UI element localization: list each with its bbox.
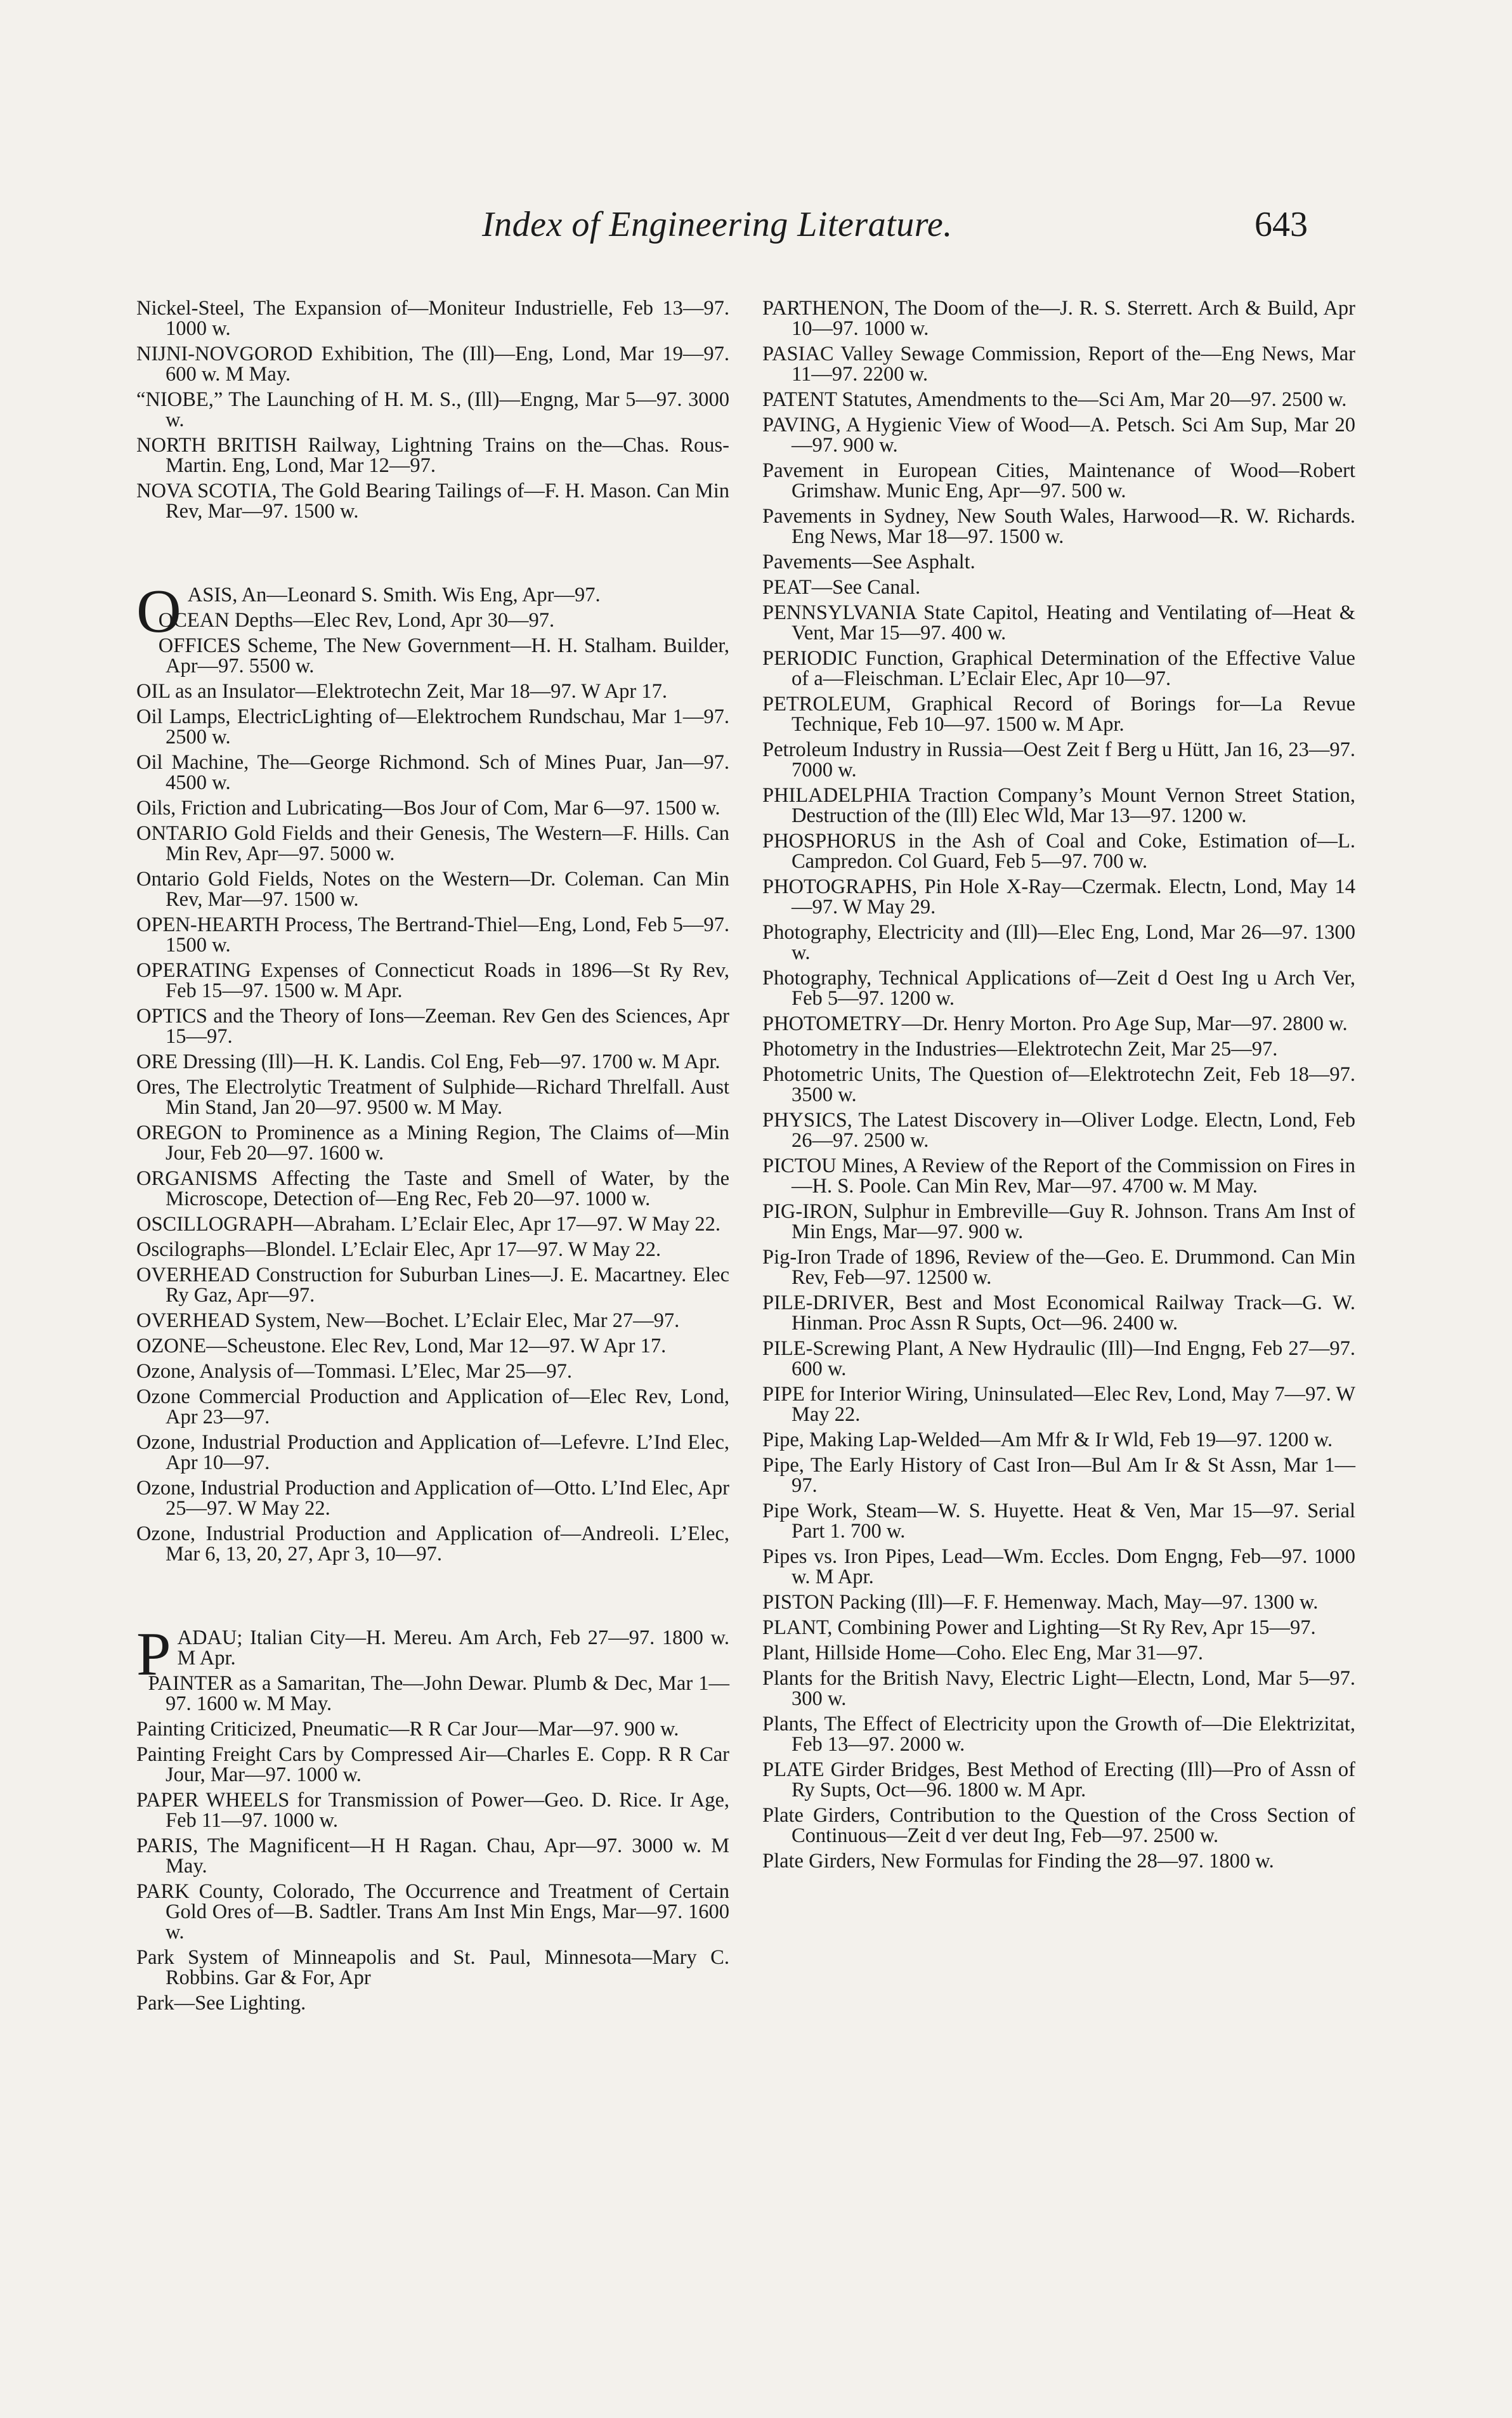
- index-entry: Photography, Electricity and (Ill)—Elec Eng, Lond, Mar 26—97. 1300 w.: [762, 921, 1355, 964]
- index-entry: NORTH BRITISH Railway, Lightning Trains on the—Chas. Rous-Martin. Eng, Lond, Mar 12—97.: [136, 434, 729, 477]
- index-entry: Ozone, Industrial Production and Application of—Otto. L’Ind Elec, Apr 25—97. W May 22.: [136, 1477, 729, 1520]
- index-entry: PILE-Screwing Plant, A New Hydraulic (Ill)—Ind Engng, Feb 27—97. 600 w.: [762, 1337, 1355, 1380]
- index-entry: Ozone, Analysis of—Tommasi. L’Elec, Mar 25—97.: [136, 1360, 573, 1383]
- index-entry: Oscilographs—Blondel. L’Eclair Elec, Apr 17—97. W May 22.: [136, 1238, 662, 1261]
- index-entry: Photometry in the Industries—Elektrotechn Zeit, Mar 25—97.: [762, 1038, 1278, 1061]
- index-entry: PAVING, A Hygienic View of Wood—A. Petsch. Sci Am Sup, Mar 20—97. 900 w.: [762, 414, 1355, 457]
- section-gap: [136, 526, 729, 585]
- index-entry: Painting Criticized, Pneumatic—R R Car Jour—Mar—97. 900 w.: [136, 1718, 679, 1741]
- index-entry: Photometric Units, The Question of—Elektrotechn Zeit, Feb 18—97. 3500 w.: [762, 1063, 1355, 1106]
- index-entry: PARIS, The Magnificent—H H Ragan. Chau, Apr—97. 3000 w. M May.: [136, 1834, 729, 1878]
- index-entry: Oil Machine, The—George Richmond. Sch of Mines Puar, Jan—97. 4500 w.: [136, 751, 729, 794]
- index-entry: PHYSICS, The Latest Discovery in—Oliver Lodge. Electn, Lond, Feb 26—97. 2500 w.: [762, 1109, 1355, 1152]
- index-entry: PILE-DRIVER, Best and Most Economical Railway Track—G. W. Hinman. Proc Assn R Supts, Oct—96. 2400 w.: [762, 1291, 1355, 1335]
- index-entry: PENNSYLVANIA State Capitol, Heating and Ventilating of—Heat & Vent, Mar 15—97. 400 w.: [762, 601, 1355, 644]
- index-entry: PARTHENON, The Doom of the—J. R. S. Sterrett. Arch & Build, Apr 10—97. 1000 w.: [762, 297, 1355, 340]
- index-entry: OFFICES Scheme, The New Government—H. H. Stalham. Builder, Apr—97. 5500 w.: [158, 634, 729, 677]
- index-entry: Plate Girders, Contribution to the Question of the Cross Section of Continuous—Zeit d ver deut Ing, Feb—97. 2500 w.: [762, 1804, 1355, 1847]
- index-entry: Painting Freight Cars by Compressed Air—Charles E. Copp. R R Car Jour, Mar—97. 1000 w.: [136, 1743, 729, 1786]
- index-entry: PEAT—See Canal.: [762, 576, 921, 599]
- index-entry: NOVA SCOTIA, The Gold Bearing Tailings of—F. H. Mason. Can Min Rev, Mar—97. 1500 w.: [136, 480, 729, 523]
- index-entry: Nickel-Steel, The Expansion of—Moniteur Industrielle, Feb 13—97. 1000 w.: [136, 297, 729, 340]
- index-entry: Pavements in Sydney, New South Wales, Harwood—R. W. Richards. Eng News, Mar 18—97. 1500 w.: [762, 505, 1355, 548]
- index-entry: ORGANISMS Affecting the Taste and Smell of Water, by the Microscope, Detection of—Eng Rec, Feb 20—97. 1000 w.: [136, 1167, 729, 1210]
- index-entry: Plants for the British Navy, Electric Light—Electn, Lond, Mar 5—97. 300 w.: [762, 1667, 1355, 1710]
- index-entry: Ozone, Industrial Production and Application of—Lefevre. L’Ind Elec, Apr 10—97.: [136, 1431, 729, 1474]
- index-entry: Plant, Hillside Home—Coho. Elec Eng, Mar 31—97.: [762, 1642, 1204, 1664]
- index-entry: PICTOU Mines, A Review of the Report of the Commission on Fires in—H. S. Poole. Can Min Rev, Mar—97. 4700 w. M May.: [762, 1154, 1355, 1198]
- index-entry: Pipe, The Early History of Cast Iron—Bul Am Ir & St Assn, Mar 1—97.: [762, 1454, 1355, 1497]
- index-entry: NIJNI-NOVGOROD Exhibition, The (Ill)—Eng, Lond, Mar 19—97. 600 w. M May.: [136, 343, 729, 386]
- index-entry: Oils, Friction and Lubricating—Bos Jour of Com, Mar 6—97. 1500 w.: [136, 797, 720, 820]
- index-entry: Pipe Work, Steam—W. S. Huyette. Heat & Ven, Mar 15—97. Serial Part 1. 700 w.: [762, 1500, 1355, 1543]
- index-entry: Pipes vs. Iron Pipes, Lead—Wm. Eccles. Dom Engng, Feb—97. 1000 w. M Apr.: [762, 1545, 1355, 1588]
- index-entry: PETROLEUM, Graphical Record of Borings for—La Revue Technique, Feb 10—97. 1500 w. M Apr.: [762, 693, 1355, 736]
- section-gap: [136, 1569, 729, 1628]
- index-entry: Ozone Commercial Production and Application of—Elec Rev, Lond, Apr 23—97.: [136, 1385, 729, 1428]
- index-entry: Ozone, Industrial Production and Application of—Andreoli. L’Elec, Mar 6, 13, 20, 27, Apr 3, 10—97.: [136, 1522, 729, 1565]
- index-entry: “NIOBE,” The Launching of H. M. S., (Ill)—Engng, Mar 5—97. 3000 w.: [136, 388, 729, 431]
- index-entry: OIL as an Insulator—Elektrotechn Zeit, Mar 18—97. W Apr 17.: [136, 680, 667, 703]
- index-entry: Park—See Lighting.: [136, 1992, 306, 2015]
- index-entry: ORE Dressing (Ill)—H. K. Landis. Col Eng, Feb—97. 1700 w. M Apr.: [136, 1050, 720, 1073]
- index-entry: OZONE—Scheustone. Elec Rev, Lond, Mar 12—97. W Apr 17.: [136, 1335, 667, 1357]
- index-entry: PIPE for Interior Wiring, Uninsulated—Elec Rev, Lond, May 7—97. W May 22.: [762, 1383, 1356, 1426]
- index-entry: Pavement in European Cities, Maintenance of Wood—Robert Grimshaw. Munic Eng, Apr—97. 500 w.: [762, 459, 1355, 502]
- index-entry: PERIODIC Function, Graphical Determination of the Effective Value of a—Fleischman. L’Eclair Elec, Apr 10—97.: [762, 647, 1355, 690]
- index-entry: OPTICS and the Theory of Ions—Zeeman. Rev Gen des Sciences, Apr 15—97.: [136, 1005, 729, 1048]
- index-entry: PAPER WHEELS for Transmission of Power—Geo. D. Rice. Ir Age, Feb 11—97. 1000 w.: [136, 1789, 729, 1832]
- index-entry: Pipe, Making Lap-Welded—Am Mfr & Ir Wld, Feb 19—97. 1200 w.: [762, 1428, 1333, 1451]
- index-entry: PARK County, Colorado, The Occurrence and Treatment of Certain Gold Ores of—B. Sadtler. Trans Am Inst Min Engs, Mar—97. 1600 w.: [136, 1880, 729, 1944]
- index-entry: PATENT Statutes, Amendments to the—Sci Am, Mar 20—97. 2500 w.: [762, 388, 1347, 411]
- index-entry: PHOSPHORUS in the Ash of Coal and Coke, Estimation of—L. Campredon. Col Guard, Feb 5—97. 700 w.: [762, 830, 1355, 873]
- index-entry: OVERHEAD Construction for Suburban Lines—J. E. Macartney. Elec Ry Gaz, Apr—97.: [136, 1264, 729, 1307]
- index-entry: Ores, The Electrolytic Treatment of Sulphide—Richard Threlfall. Aust Min Stand, Jan 20—97. 9500 w. M May.: [136, 1076, 729, 1119]
- dropcap-p: P: [136, 1620, 171, 1689]
- index-entry: Petroleum Industry in Russia—Oest Zeit f Berg u Hütt, Jan 16, 23—97. 7000 w.: [762, 738, 1355, 781]
- dropcap-o: O: [136, 577, 181, 646]
- index-entry: Oil Lamps, ElectricLighting of—Elektrochem Rundschau, Mar 1—97. 2500 w.: [136, 705, 729, 748]
- index-entry: OPEN-HEARTH Process, The Bertrand-Thiel—Eng, Lond, Feb 5—97. 1500 w.: [136, 913, 729, 957]
- index-entry: ONTARIO Gold Fields and their Genesis, The Western—F. Hills. Can Min Rev, Apr—97. 5000 w.: [136, 822, 729, 865]
- index-entry: OPERATING Expenses of Connecticut Roads in 1896—St Ry Rev, Feb 15—97. 1500 w. M Apr.: [136, 959, 729, 1002]
- index-entry: PISTON Packing (Ill)—F. F. Hemenway. Mach, May—97. 1300 w.: [762, 1591, 1319, 1614]
- section-p-first-entry: [136, 1620, 729, 1689]
- index-entry: Plants, The Effect of Electricity upon the Growth of—Die Elektrizitat, Feb 13—97. 2000 w.: [762, 1713, 1355, 1756]
- index-entry: PIG-IRON, Sulphur in Embreville—Guy R. Johnson. Trans Am Inst of Min Engs, Mar—97. 900 w.: [762, 1200, 1355, 1243]
- index-entry: Plate Girders, New Formulas for Finding the 28—97. 1800 w.: [762, 1850, 1274, 1872]
- index-entry: PHOTOMETRY—Dr. Henry Morton. Pro Age Sup, Mar—97. 2800 w.: [762, 1012, 1348, 1035]
- index-entry: OSCILLOGRAPH—Abraham. L’Eclair Elec, Apr 17—97. W May 22.: [136, 1213, 721, 1236]
- index-entry: PHOTOGRAPHS, Pin Hole X-Ray—Czermak. Electn, Lond, May 14—97. W May 29.: [762, 875, 1355, 918]
- index-entry: OCEAN Depths—Elec Rev, Lond, Apr 30—97.: [158, 609, 555, 632]
- index-entry: PLATE Girder Bridges, Best Method of Erecting (Ill)—Pro of Assn of Ry Supts, Oct—96. 1800 w. M Apr.: [762, 1758, 1355, 1801]
- index-entry: PHILADELPHIA Traction Company’s Mount Vernon Street Station, Destruction of the (Ill) Elec Wld, Mar 13—97. 1200 w.: [762, 784, 1355, 827]
- right-column: [762, 298, 1355, 1876]
- index-entry: OVERHEAD System, New—Bochet. L’Eclair Elec, Mar 27—97.: [136, 1309, 680, 1332]
- index-entry: Photography, Technical Applications of—Zeit d Oest Ing u Arch Ver, Feb 5—97. 1200 w.: [762, 967, 1355, 1010]
- left-column: [136, 298, 729, 2018]
- index-entry: Park System of Minneapolis and St. Paul, Minnesota—Mary C. Robbins. Gar & For, Apr: [136, 1946, 729, 1989]
- index-entry-text: ADAU; Italian City—H. Mereu. Am Arch, Feb 27—97. 1800 w. M Apr.: [177, 1626, 729, 1670]
- index-entry: PAINTER as a Samaritan, The—John Dewar. Plumb & Dec, Mar 1—97. 1600 w. M May.: [148, 1672, 729, 1715]
- index-entry: PLANT, Combining Power and Lighting—St Ry Rev, Apr 15—97.: [762, 1616, 1316, 1639]
- index-entry: OREGON to Prominence as a Mining Region, The Claims of—Min Jour, Feb 20—97. 1600 w.: [136, 1121, 729, 1165]
- index-entry: Pavements—See Asphalt.: [762, 551, 975, 573]
- running-title: Index of Engineering Literature.: [482, 205, 953, 244]
- index-entry: PASIAC Valley Sewage Commission, Report of the—Eng News, Mar 11—97. 2200 w.: [762, 343, 1355, 386]
- page-number: 643: [1255, 205, 1308, 244]
- index-entry-text: ASIS, An—Leonard S. Smith. Wis Eng, Apr—97.: [187, 584, 601, 606]
- index-entry: Ontario Gold Fields, Notes on the Western—Dr. Coleman. Can Min Rev, Mar—97. 1500 w.: [136, 868, 729, 911]
- index-entry: Pig-Iron Trade of 1896, Review of the—Geo. E. Drummond. Can Min Rev, Feb—97. 12500 w.: [762, 1246, 1355, 1289]
